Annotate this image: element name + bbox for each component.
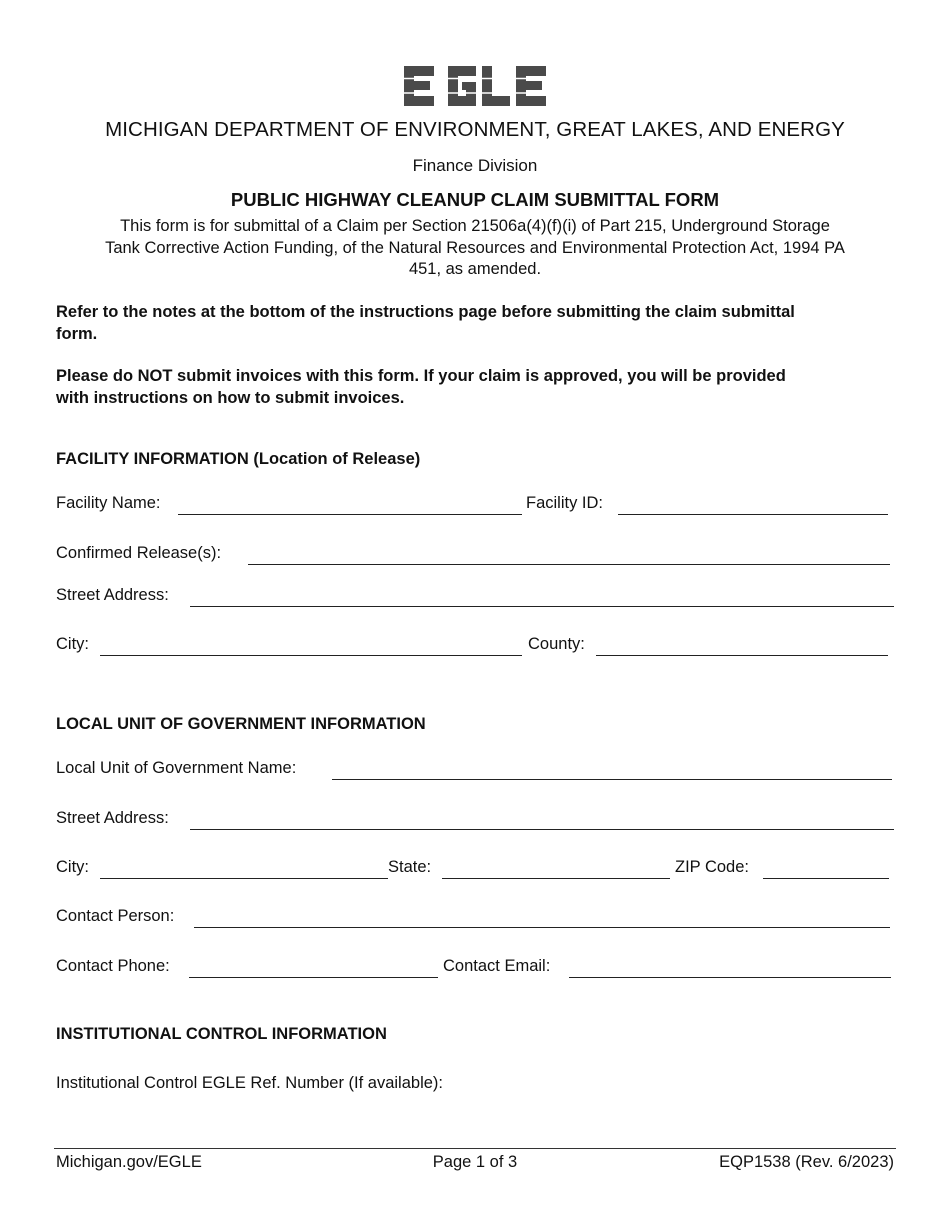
local-gov-city-field[interactable] [56, 858, 388, 884]
contact-phone-label: Contact Phone: [56, 957, 170, 975]
egle-logo-mark [404, 64, 546, 108]
local-gov-zip-field[interactable] [675, 858, 889, 884]
invoices-note [56, 366, 906, 409]
confirmed-releases-line[interactable] [248, 564, 890, 565]
facility-county-line[interactable] [596, 655, 888, 656]
footer-page-number: Page 1 of 3 [432, 1153, 518, 1171]
contact-person-line[interactable] [194, 927, 890, 928]
facility-street-row [56, 586, 896, 612]
facility-city-field[interactable] [56, 635, 522, 661]
contact-phone-email-row [56, 957, 896, 983]
confirmed-releases-row [56, 544, 896, 570]
local-gov-state-label: State: [388, 858, 432, 876]
agency-name: MICHIGAN DEPARTMENT OF ENVIRONMENT, GREAT LAKES, AND ENERGY [105, 118, 845, 141]
local-gov-name-row [56, 759, 896, 785]
facility-name-field[interactable] [56, 494, 522, 520]
facility-city-row [56, 635, 896, 661]
institutional-section-heading: INSTITUTIONAL CONTROL INFORMATION [56, 1025, 387, 1043]
confirmed-releases-label: Confirmed Release(s): [56, 544, 222, 562]
local-gov-state-line[interactable] [442, 878, 670, 879]
facility-street-address-label: Street Address: [56, 586, 169, 604]
footer-form-number: EQP1538 (Rev. 6/2023) [719, 1153, 894, 1171]
local-gov-street-address-label: Street Address: [56, 809, 169, 827]
form-purpose-line: 451, as amended. [408, 260, 542, 278]
local-gov-name-line[interactable] [332, 779, 892, 780]
footer-divider [54, 1148, 896, 1149]
footer-website: Michigan.gov/EGLE [56, 1153, 202, 1171]
facility-section-heading: FACILITY INFORMATION (Location of Release) [56, 450, 421, 468]
note-line: form. [56, 324, 98, 343]
form-purpose-line: This form is for submittal of a Claim per Section 21506a(4)(f)(i) of Part 215, Underground Storage [120, 217, 830, 235]
contact-email-line[interactable] [569, 977, 891, 978]
local-gov-zip-label: ZIP Code: [675, 858, 749, 876]
facility-name-label: Facility Name: [56, 494, 161, 512]
contact-email-label: Contact Email: [443, 957, 551, 975]
egle-logo [404, 64, 546, 108]
local-gov-city-row [56, 858, 896, 884]
facility-name-row [56, 494, 896, 520]
facility-street-address-line[interactable] [190, 606, 894, 607]
instructions-note [56, 302, 906, 345]
local-gov-street-address-line[interactable] [190, 829, 894, 830]
facility-id-label: Facility ID: [526, 494, 604, 512]
facility-id-field[interactable] [526, 494, 888, 520]
facility-city-label: City: [56, 635, 89, 653]
form-purpose-line: Tank Corrective Action Funding, of the Natural Resources and Environmental Protection Act, 1994 PA [105, 238, 845, 257]
contact-phone-line[interactable] [189, 977, 438, 978]
facility-city-line[interactable] [100, 655, 522, 656]
local-gov-city-label: City: [56, 858, 89, 876]
local-gov-city-line[interactable] [100, 878, 388, 879]
form-title: PUBLIC HIGHWAY CLEANUP CLAIM SUBMITTAL FORM [230, 189, 720, 210]
contact-phone-field[interactable] [56, 957, 438, 983]
contact-person-row [56, 907, 896, 933]
facility-county-field[interactable] [528, 635, 888, 661]
note-line: with instructions on how to submit invoices. [56, 388, 405, 407]
local-gov-state-field[interactable] [388, 858, 670, 884]
local-gov-section-heading: LOCAL UNIT OF GOVERNMENT INFORMATION [56, 715, 426, 733]
division-name: Finance Division [412, 156, 538, 175]
contact-email-field[interactable] [443, 957, 891, 983]
facility-name-line[interactable] [178, 514, 522, 515]
local-gov-street-row [56, 809, 896, 835]
local-gov-name-label: Local Unit of Government Name: [56, 759, 297, 777]
contact-person-field[interactable] [56, 907, 890, 933]
facility-county-label: County: [528, 635, 585, 653]
local-gov-street-address-field[interactable] [56, 809, 894, 835]
institutional-ref-label: Institutional Control EGLE Ref. Number (If available): [56, 1074, 444, 1092]
confirmed-releases-field[interactable] [56, 544, 890, 570]
institutional-ref-row [56, 1074, 896, 1100]
form-purpose [50, 216, 900, 281]
institutional-ref-field[interactable] [56, 1074, 556, 1100]
local-gov-name-field[interactable] [56, 759, 892, 785]
note-line: Refer to the notes at the bottom of the instructions page before submitting the claim submittal [56, 303, 795, 321]
facility-street-address-field[interactable] [56, 586, 894, 612]
contact-person-label: Contact Person: [56, 907, 175, 925]
note-line: Please do NOT submit invoices with this form. If your claim is approved, you will be provided [56, 367, 786, 385]
facility-id-line[interactable] [618, 514, 888, 515]
local-gov-zip-line[interactable] [763, 878, 889, 879]
